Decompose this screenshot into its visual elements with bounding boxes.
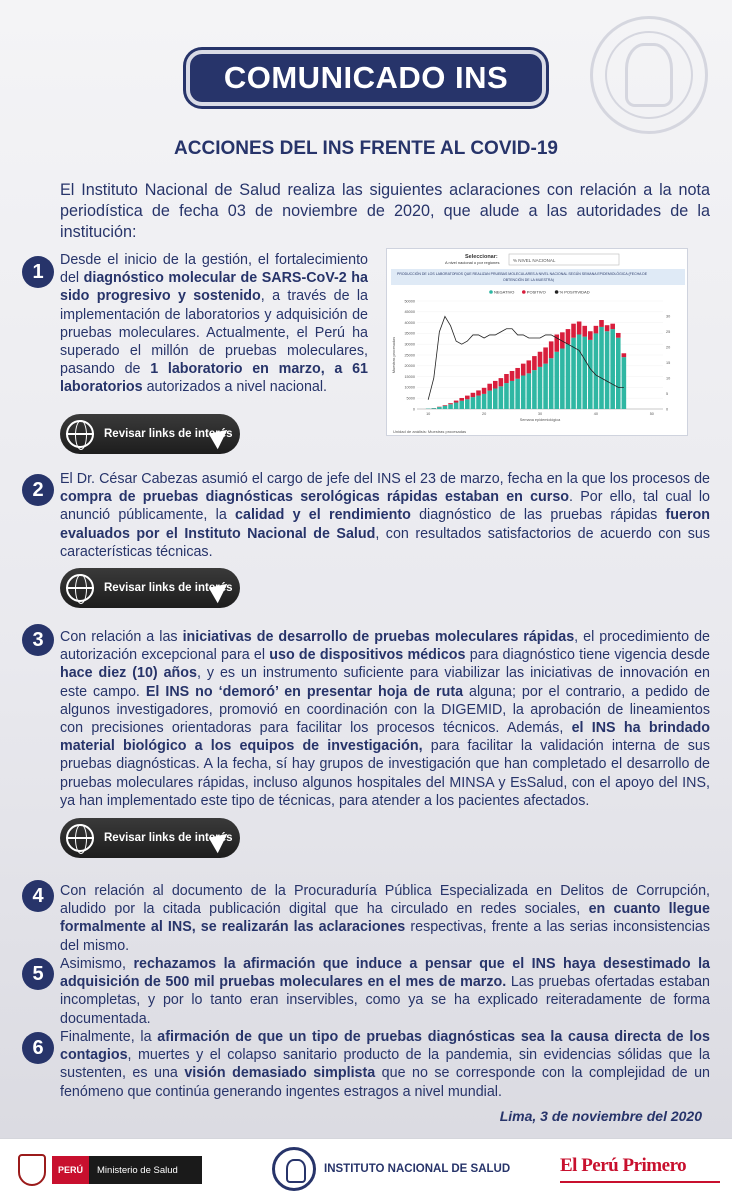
ins-logo	[272, 1147, 510, 1191]
text-segment: , y es un instrumento suficiente para viabilizar las iniciativas de innovación en este campo.	[60, 665, 711, 700]
bar-negativo	[560, 349, 565, 409]
y2-tick-label: 15	[666, 361, 671, 366]
globe-icon	[66, 420, 94, 448]
bar-positivo	[487, 384, 492, 391]
bold-segment: El INS no ‘demoró’ en presentar hoja de ruta	[145, 683, 464, 700]
bar-negativo	[504, 383, 509, 409]
bar-negativo	[588, 340, 593, 409]
ins-seal-watermark	[590, 16, 708, 134]
bar-negativo	[459, 401, 464, 409]
item-text-2	[60, 470, 710, 561]
bar-negativo	[515, 379, 520, 409]
item-text-6	[60, 1028, 710, 1101]
y-tick-label: 15000	[404, 374, 415, 379]
chart-note: Unidad de análisis: Muestras procesadas	[393, 429, 467, 434]
item-text-4	[60, 882, 710, 955]
bar-negativo	[448, 404, 453, 409]
bar-negativo	[538, 367, 543, 409]
bar-negativo	[549, 358, 554, 409]
links-button-2[interactable]	[60, 568, 240, 608]
item-text-5	[60, 955, 710, 1028]
legend-label: POSITIVO	[526, 289, 546, 295]
legend-marker	[555, 290, 559, 294]
item-number-6: 6	[22, 1032, 54, 1064]
item-number-5: 5	[22, 958, 54, 990]
bar-negativo	[599, 327, 604, 409]
legend-label: % POSITIVIDAD	[559, 289, 590, 295]
bar-positivo	[448, 403, 453, 404]
y-tick-label: 5000	[406, 396, 415, 401]
bar-positivo	[515, 368, 520, 379]
bar-negativo	[554, 352, 559, 409]
production-chart	[387, 249, 689, 437]
x-tick-label: 20	[481, 412, 487, 416]
legend-marker	[489, 290, 493, 294]
chart-select-value: % NIVEL NACIONAL	[513, 258, 556, 263]
bar-negativo	[577, 334, 582, 409]
bar-positivo	[577, 322, 582, 335]
chart-select-label: Seleccionar:	[465, 254, 498, 260]
bar-positivo	[538, 352, 543, 367]
y-tick-label: 10000	[404, 385, 415, 390]
text-segment: alguna; por el contrario, a pedido de algunos investigadores, promovió en coordinación con la DIGEMID, la aprobación de lineamientos con precisiones orientadoras para facilitar los procesos técnicos. Además,	[60, 683, 710, 737]
text-segment: . Por ello, tal cual lo anunció públicamente, la	[60, 489, 711, 524]
comunicado-banner: COMUNICADO INS	[186, 50, 546, 106]
bar-positivo	[465, 396, 470, 400]
page-title: ACCIONES DEL INS FRENTE AL COVID-19	[174, 138, 558, 159]
chart-title-line-2: OBTENCIÓN DE LA MUESTRA)	[503, 278, 554, 282]
footer	[0, 1138, 732, 1200]
bold-segment: uso de dispositivos médicos	[269, 647, 466, 664]
y-tick-label: 25000	[404, 353, 415, 358]
bold-segment: afirmación de que un tipo de pruebas diagnósticas sea la causa directa de los contagios	[60, 1029, 710, 1064]
bar-positivo	[616, 333, 621, 338]
bar-positivo	[493, 381, 498, 389]
bar-negativo	[471, 397, 476, 409]
bar-positivo	[610, 324, 615, 329]
bar-positivo	[566, 329, 571, 344]
item-number-3: 3	[22, 624, 54, 656]
bold-segment: calidad y el rendimiento	[235, 507, 411, 524]
bold-segment: rechazamos la afirmación que induce a pensar que el INS haya desestimado la adquisición de 500 mil pruebas moleculares en el mes de marzo.	[60, 956, 710, 991]
y-axis-label: Muestras procesadas	[392, 336, 396, 374]
bar-negativo	[605, 331, 610, 409]
bar-negativo	[610, 329, 615, 409]
links-button-label: Revisar links de interés	[104, 832, 233, 844]
el-peru-primero-logo: El Perú Primero	[560, 1155, 687, 1176]
bar-positivo	[443, 405, 448, 406]
bar-negativo	[622, 357, 627, 409]
links-button-1[interactable]	[60, 414, 240, 454]
bar-negativo	[521, 376, 526, 409]
links-button-label: Revisar links de interés	[104, 582, 233, 594]
bold-segment: fueron evaluados por el Instituto Nacional de Salud	[60, 507, 711, 542]
bar-positivo	[504, 374, 509, 383]
text-segment: autorizados a nivel nacional.	[142, 379, 328, 396]
globe-icon	[66, 574, 94, 602]
text-segment: Con relación al documento de la Procuraduría Pública Especializada en Delitos de Corrupción, aludido por la citada publicación digital que ha circulado en redes sociales,	[60, 883, 710, 918]
bar-positivo	[482, 388, 487, 394]
bar-negativo	[594, 333, 599, 409]
bar-positivo	[521, 364, 526, 376]
chart-title-2	[503, 277, 554, 282]
chart-panel	[386, 248, 688, 436]
intro-paragraph: El Instituto Nacional de Salud realiza las siguientes aclaraciones con relación a la nota periodística de fecha 03 de noviembre de 2020, que alude a las autoridades de la institución:	[60, 181, 710, 241]
bar-negativo	[476, 396, 481, 409]
text-segment: Las pruebas ofertadas estaban incompletas, y por lo tanto eran inservibles, como ya se ha explicado reiteradamente de forma documentada.	[60, 974, 710, 1027]
chart-title-line-1: PRODUCCIÓN DE LOS LABORATORIOS QUE REALIZAN PRUEBAS MOLECULARES A NIVEL NACIONAL SEGÚN SEMANA EPIDEMIOLÓGICA (FECHA DE	[397, 272, 648, 276]
bar-positivo	[476, 390, 481, 395]
chart-legend	[489, 290, 590, 295]
x-tick-label: 30	[537, 412, 543, 416]
peru-crest-icon	[18, 1154, 46, 1186]
y-tick-label: 35000	[404, 331, 415, 336]
text-segment: El Dr. César Cabezas asumió el cargo de jefe del INS el 23 de marzo, fecha en la que los procesos de	[60, 471, 710, 487]
y-tick-label: 30000	[404, 342, 415, 347]
item-number-1: 1	[22, 256, 54, 288]
legend-marker	[522, 290, 526, 294]
item-number-2: 2	[22, 474, 54, 506]
text-segment: , el procedimiento de autorización excepcional para el	[60, 629, 710, 664]
bar-positivo	[543, 347, 548, 363]
bold-segment: 1 laboratorio en marzo, a 61 laboratorios	[60, 361, 368, 396]
y2-tick-label: 20	[666, 345, 671, 350]
bar-negativo	[532, 370, 537, 409]
bar-negativo	[493, 388, 498, 409]
bar-positivo	[571, 324, 576, 338]
bar-positivo	[582, 326, 587, 337]
epp-underline	[560, 1181, 720, 1183]
bar-positivo	[459, 398, 464, 401]
bar-negativo	[454, 403, 459, 409]
bar-positivo	[549, 341, 554, 358]
bar-positivo	[471, 393, 476, 397]
y2-tick-label: 10	[666, 376, 671, 381]
y-tick-label: 40000	[404, 320, 415, 325]
item-text-1	[60, 251, 368, 397]
x-tick-label: 40	[593, 412, 599, 416]
bar-positivo	[588, 331, 593, 340]
bar-negativo	[465, 399, 470, 409]
text-segment: Finalmente, la	[60, 1029, 158, 1045]
x-tick-label: 50	[649, 412, 654, 416]
bar-positivo	[599, 320, 604, 327]
legend-label: NEGATIVO	[494, 289, 515, 295]
text-segment: , con resultados satisfactorios de acuerdo con sus características técnicas.	[60, 525, 710, 560]
bold-segment: diagnóstico molecular de SARS-CoV-2 ha sido progresivo y sostenido	[60, 270, 368, 305]
bar-negativo	[437, 407, 442, 409]
bar-positivo	[499, 378, 504, 386]
y-tick-label: 45000	[404, 310, 415, 315]
y-tick-label: 50000	[404, 299, 415, 304]
chart-title	[397, 271, 648, 276]
bar-positivo	[527, 360, 532, 373]
chart-plot	[392, 299, 670, 422]
bar-positivo	[454, 401, 459, 403]
bold-segment: compra de pruebas diagnósticas serológicas rápidas estaban en curso	[60, 489, 570, 506]
text-segment: para facilitar la validación interna de sus pruebas diagnósticas. A la fecha, sí hay grupos de investigación que han completado el desarrollo de pruebas moleculares rápidas, incluso algunos hospitales del MINSA y EsSalud, con el apoyo del INS, ya han implementado este tipo de técnicas, para atender a los pacientes afectados.	[60, 738, 711, 809]
bar-negativo	[616, 338, 621, 409]
globe-icon	[66, 824, 94, 852]
bar-negativo	[499, 386, 504, 409]
bar-negativo	[487, 391, 492, 409]
y2-tick-label: 25	[666, 330, 671, 335]
ins-name: INSTITUTO NACIONAL DE SALUD	[324, 1163, 511, 1175]
text-segment: diagnóstico de las pruebas rápidas	[410, 507, 666, 524]
bar-negativo	[527, 373, 532, 409]
links-button-label: Revisar links de interés	[104, 428, 233, 440]
text-segment: respectivas, frente a las serias inconsistencias del mismo.	[60, 919, 710, 954]
links-button-3[interactable]	[60, 818, 240, 858]
y2-tick-label: 0	[666, 407, 669, 412]
chart-select-sub: A nivel nacional o por regiones	[445, 260, 500, 265]
ins-seal-icon	[272, 1147, 316, 1191]
y-tick-label: 0	[412, 407, 415, 412]
x-tick-label: 10	[426, 412, 431, 416]
seal-figure-icon	[625, 43, 673, 107]
bar-negativo	[482, 394, 487, 409]
bar-positivo	[605, 325, 610, 331]
text-segment: que no se corresponde con la complejidad de un fenómeno que continúa generando ingentes estragos a nivel mundial.	[60, 1065, 710, 1100]
bold-segment: visión demasiado simplista	[184, 1065, 376, 1082]
bar-negativo	[431, 408, 436, 409]
bar-positivo	[622, 353, 627, 357]
signature-date: Lima, 3 de noviembre del 2020	[499, 1108, 702, 1124]
text-segment: , muertes y el colapso sanitario producto de la pandemia, sin evidencias sólidas que la sustenten, es una	[60, 1047, 710, 1082]
y-tick-label: 20000	[404, 364, 415, 369]
bold-segment: iniciativas de desarrollo de pruebas moleculares rápidas	[182, 629, 575, 645]
bar-positivo	[594, 326, 599, 334]
bar-negativo	[510, 381, 515, 409]
bar-negativo	[543, 364, 548, 409]
x-axis-label: Semana epidemiológica	[519, 418, 561, 422]
bar-negativo	[566, 344, 571, 409]
minsa-logo	[18, 1153, 202, 1187]
bold-segment: el INS ha brindado material biológico a los equipos de investigación,	[60, 720, 710, 755]
text-segment: Con relación a las	[60, 629, 183, 645]
bold-segment: hace diez (10) años	[60, 665, 197, 682]
bold-segment: en cuanto llegue formalmente al INS, se realizarán las aclaraciones	[60, 901, 710, 936]
bar-positivo	[510, 371, 515, 381]
peru-label: PERÚ	[52, 1156, 89, 1184]
item-text-3	[60, 628, 710, 810]
text-segment: para diagnóstico tiene vigencia desde	[465, 647, 710, 664]
y2-tick-label: 30	[666, 314, 671, 319]
item-number-4: 4	[22, 880, 54, 912]
text-segment: , a través de la implementación de laboratorios y adquisición de pruebas moleculares. Actualmente, el Perú ha superado el millón de pruebas moleculares, pasando de	[60, 288, 368, 378]
text-segment: Desde el inicio de la gestión, el fortalecimiento del	[60, 252, 368, 287]
text-segment: Asimismo,	[60, 956, 134, 972]
bar-negativo	[443, 406, 448, 409]
bar-positivo	[532, 356, 537, 370]
y2-tick-label: 5	[666, 391, 669, 396]
minsa-label: Ministerio de Salud	[89, 1156, 202, 1184]
bar-negativo	[582, 337, 587, 409]
